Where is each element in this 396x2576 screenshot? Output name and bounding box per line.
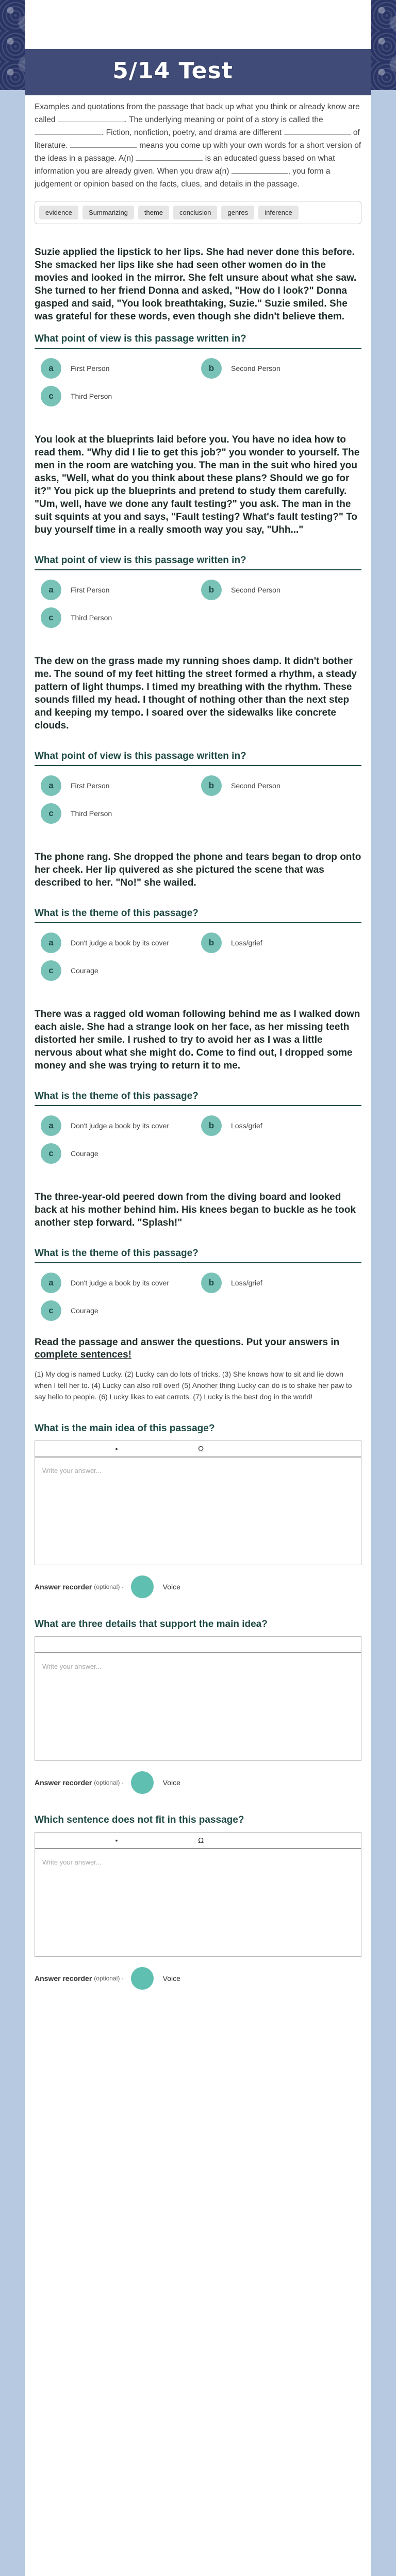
option-text: Don't judge a book by its cover (71, 1122, 170, 1130)
instruction-text: means you come up with your own words for a short version of the ideas in a passage. A(n) (35, 141, 361, 163)
option-text: Don't judge a book by its cover (71, 1279, 170, 1287)
instruction-text: of literature. (35, 128, 360, 150)
blank-2[interactable] (35, 126, 102, 135)
instruction-text: , you form a judgement or opinion based on the facts, clues, and details in the passage. (35, 167, 331, 189)
word-chip[interactable]: theme (138, 206, 169, 219)
option-text: Courage (71, 967, 98, 975)
option-a[interactable] (41, 580, 201, 600)
answer-recorder (35, 1967, 361, 1990)
recorder-label: Answer recorder (35, 1583, 92, 1591)
option-letter: b (201, 580, 222, 600)
question-title: What is the theme of this passage? (35, 908, 361, 923)
word-chip[interactable]: genres (221, 206, 254, 219)
option-b[interactable] (201, 1273, 361, 1293)
reading-box (25, 1336, 371, 1402)
bullet-list-button[interactable]: • (115, 1445, 118, 1453)
question-section (35, 1008, 361, 1164)
special-char-button[interactable]: Ω (198, 1444, 204, 1453)
option-text: First Person (71, 364, 110, 372)
record-voice-button[interactable] (131, 1771, 154, 1794)
blank-6[interactable] (232, 165, 288, 174)
question-section (35, 246, 361, 406)
open-question (35, 1619, 361, 1794)
reading-title (35, 1336, 361, 1361)
passage-text: Suzie applied the lipstick to her lips. She had never done this before. She smacked her lips like she had seen other women do in the movies and looked in the mirror. She felt unsure about what she saw. She turned to her friend Donna and asked, "How do I look?" Donna gasped and said, "You look breathtaking, Suzie." Suzie smiled. She was grateful for these words, even though she didn't believe them. (35, 247, 357, 322)
word-bank (35, 201, 361, 224)
option-letter: a (41, 775, 61, 796)
open-question (35, 1815, 361, 1990)
option-text: Third Person (71, 392, 112, 400)
option-b[interactable] (201, 775, 361, 796)
option-c[interactable] (41, 1143, 201, 1164)
option-text: Loss/grief (231, 1122, 262, 1130)
option-text: Third Person (71, 809, 112, 818)
editor-toolbar (35, 1637, 361, 1653)
option-c[interactable] (41, 803, 201, 824)
option-text: Loss/grief (231, 1279, 262, 1287)
recorder-label: Answer recorder (35, 1974, 92, 1982)
answer-input[interactable]: Write your answer... (42, 1663, 102, 1670)
question-title: What is the theme of this passage? (35, 1248, 361, 1263)
option-a[interactable] (41, 775, 201, 796)
option-letter: a (41, 933, 61, 953)
voice-label: Voice (162, 1778, 180, 1787)
option-b[interactable] (201, 580, 361, 600)
question-title: What point of view is this passage written in? (35, 333, 361, 349)
question-section (35, 433, 361, 628)
option-letter: b (201, 775, 222, 796)
option-letter: c (41, 386, 61, 406)
answer-options (35, 933, 361, 981)
answer-recorder (35, 1771, 361, 1794)
record-voice-button[interactable] (131, 1575, 154, 1598)
voice-label: Voice (162, 1583, 180, 1591)
reading-title-underlined: complete sentences! (35, 1349, 131, 1360)
answer-recorder (35, 1575, 361, 1598)
option-a[interactable] (41, 1115, 201, 1136)
answer-options (35, 580, 361, 628)
answer-editor[interactable] (35, 1832, 361, 1957)
question-section (35, 655, 361, 824)
option-c[interactable] (41, 960, 201, 981)
blank-5[interactable] (136, 152, 203, 161)
option-text: Courage (71, 1307, 98, 1315)
option-letter: a (41, 1273, 61, 1293)
option-letter: b (201, 1273, 222, 1293)
answer-options (35, 1273, 361, 1321)
bullet-list-button[interactable]: • (115, 1836, 118, 1844)
option-a[interactable] (41, 358, 201, 379)
instruction-text: . The underlying meaning or point of a story is called the (124, 115, 323, 124)
answer-input[interactable]: Write your answer... (42, 1467, 102, 1475)
answer-editor[interactable] (35, 1440, 361, 1565)
option-letter: c (41, 607, 61, 628)
option-text: Courage (71, 1149, 98, 1158)
blank-1[interactable] (58, 113, 125, 122)
option-a[interactable] (41, 1273, 201, 1293)
answer-options (35, 775, 361, 824)
worksheet-content (25, 95, 371, 1990)
editor-toolbar (35, 1441, 361, 1458)
reading-passage: (1) My dog is named Lucky. (2) Lucky can do lots of tricks. (3) She knows how to sit and lie down when I tell her to. (4) Lucky can also roll over! (5) Another thing Lucky can do is to shake her paw to say hello to people. (6) Lucky likes to eat carrots. (7) Lucky is the best dog in the world! (35, 1370, 352, 1401)
blank-3[interactable] (284, 126, 351, 135)
recorder-label: Answer recorder (35, 1778, 92, 1787)
open-question (35, 1423, 361, 1598)
answer-editor[interactable] (35, 1636, 361, 1761)
option-text: Don't judge a book by its cover (71, 939, 170, 947)
option-c[interactable] (41, 1300, 201, 1321)
passage-text: The dew on the grass made my running shoes damp. It didn't bother me. The sound of my feet hitting the street formed a rhythm, a steady pattern of light thumps. I timed my breathing with the rhythm. These sounds filled my head. I thought of nothing other than the next step and keeping my tempo. I soared over the sidewalks like concrete clouds. (35, 656, 357, 731)
answer-input[interactable]: Write your answer... (42, 1858, 102, 1866)
word-chip[interactable]: inference (258, 206, 298, 219)
option-text: Second Person (231, 364, 280, 372)
passage-text: The three-year-old peered down from the diving board and looked back at his mother behind him. His knees began to buckle as he took another step forward. "Splash!" (35, 1192, 356, 1228)
option-letter: a (41, 1115, 61, 1136)
instruction-text: is an educated guess based on what information you are already given. When you draw a(n) (35, 154, 335, 176)
answer-options (35, 1115, 361, 1164)
option-text: First Person (71, 782, 110, 790)
option-letter: c (41, 1143, 61, 1164)
option-b[interactable] (201, 1115, 361, 1136)
editor-toolbar (35, 1833, 361, 1849)
fill-in-instructions (35, 100, 361, 191)
reading-title-text: Read the passage and answer the questions. Put your answers in (35, 1337, 340, 1348)
question-section (35, 851, 361, 981)
option-letter: a (41, 358, 61, 379)
question-title: What point of view is this passage written in? (35, 555, 361, 570)
option-text: Loss/grief (231, 939, 262, 947)
recorder-optional: (optional) - (94, 1779, 124, 1786)
passage-text: The phone rang. She dropped the phone and tears began to drop onto her cheek. Her lip quivered as she pictured the scene that was described to her. "No!" she wailed. (35, 852, 361, 888)
open-question-title: Which sentence does not fit in this passage? (35, 1815, 244, 1825)
page-title: 5/14 Test (112, 58, 233, 84)
option-text: Second Person (231, 586, 280, 594)
recorder-optional: (optional) - (94, 1975, 124, 1982)
option-a[interactable] (41, 933, 201, 953)
special-char-button[interactable]: Ω (198, 1836, 204, 1845)
option-b[interactable] (201, 358, 361, 379)
instruction-text: Examples and quotations from the passage that back up what you think or already know are called (35, 103, 360, 124)
open-question-title: What are three details that support the main idea? (35, 1619, 268, 1630)
open-question-title: What is the main idea of this passage? (35, 1423, 215, 1434)
option-text: Second Person (231, 782, 280, 790)
voice-label: Voice (162, 1974, 180, 1982)
option-b[interactable] (201, 933, 361, 953)
option-c[interactable] (41, 386, 201, 406)
question-title: What point of view is this passage written in? (35, 751, 361, 766)
word-chip[interactable]: evidence (39, 206, 78, 219)
option-text: First Person (71, 586, 110, 594)
option-letter: b (201, 1115, 222, 1136)
instruction-text: . Fiction, nonfiction, poetry, and drama are different (102, 128, 282, 137)
recorder-optional: (optional) - (94, 1583, 124, 1590)
option-text: Third Person (71, 614, 112, 622)
question-title: What is the theme of this passage? (35, 1091, 361, 1106)
passage-text: There was a ragged old woman following behind me as I walked down each aisle. She had a strange look on her face, as her missing teeth distorted her smile. I rushed to try to avoid her as I was a little nervous about what she might do. Come to find out, I dropped some money and she was trying to return it to me. (35, 1009, 360, 1071)
record-voice-button[interactable] (131, 1967, 154, 1990)
option-letter: c (41, 960, 61, 981)
option-letter: c (41, 1300, 61, 1321)
option-letter: b (201, 933, 222, 953)
answer-options (35, 358, 361, 406)
question-section (35, 1191, 361, 1321)
word-chip[interactable]: conclusion (173, 206, 217, 219)
option-c[interactable] (41, 607, 201, 628)
option-letter: a (41, 580, 61, 600)
option-letter: b (201, 358, 222, 379)
word-chip[interactable]: Summarizing (82, 206, 134, 219)
blank-4[interactable] (70, 139, 137, 148)
passage-text: You look at the blueprints laid before you. You have no idea how to read them. "Why did I lie to get this job?" you wonder to yourself. The men in the room are watching you. The man in the suit who hired you asks, "Well, what do you think about these plans? Should we go for it?" You pick up the blueprints and pretend to study them carefully. "Um, well, have we done any fault testing?" you ask. The man in the suit squints at you and says, "Fault testing? What's fault testing?" To buy yourself time in a really smooth way you say, "Uhh..." (35, 434, 360, 535)
option-letter: c (41, 803, 61, 824)
